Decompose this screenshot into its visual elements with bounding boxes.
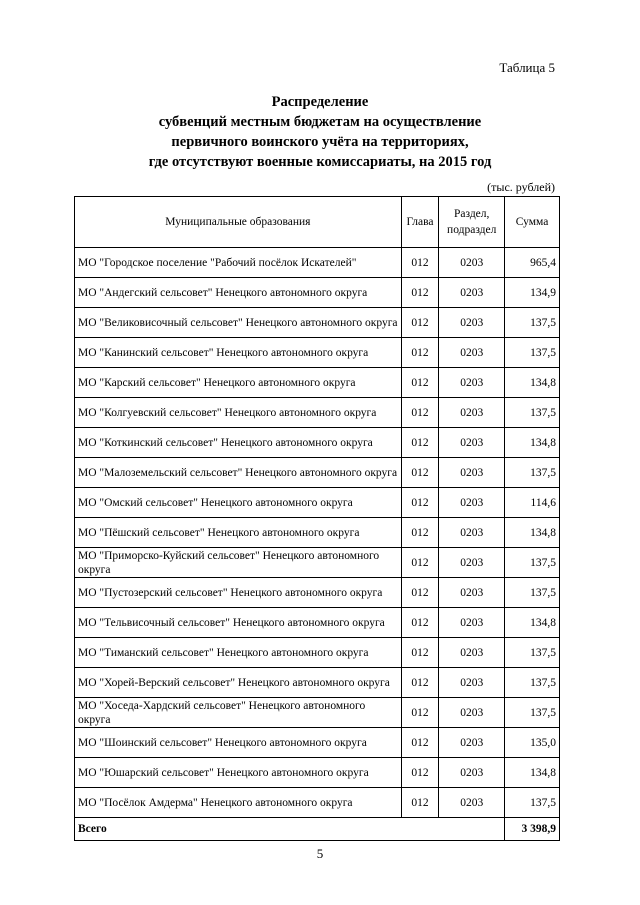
row-sum: 137,5 [505,788,560,818]
units-label: (тыс. рублей) [487,180,555,194]
table-row [75,458,560,488]
table-row [75,368,560,398]
row-sum: 134,8 [505,368,560,398]
row-name: МО "Хоседа-Хардский сельсовет" Ненецкого автономного округа [75,698,402,728]
row-section: 0203 [439,578,505,608]
row-name: МО "Тельвисочный сельсовет" Ненецкого автономного округа [75,608,402,638]
row-section: 0203 [439,758,505,788]
row-chapter: 012 [401,458,439,488]
row-name: МО "Шоинский сельсовет" Ненецкого автономного округа [75,728,402,758]
table-row [75,488,560,518]
row-sum: 134,8 [505,518,560,548]
row-chapter: 012 [401,248,439,278]
table-row [75,428,560,458]
row-section: 0203 [439,338,505,368]
row-sum: 965,4 [505,248,560,278]
row-chapter: 012 [401,398,439,428]
table-header-row [75,197,560,248]
row-chapter: 012 [401,758,439,788]
title-line: где отсутствуют военные комиссариаты, на 2015 год [148,154,492,170]
table-row [75,398,560,428]
row-name: МО "Пустозерский сельсовет" Ненецкого автономного округа [75,578,402,608]
row-chapter: 012 [401,338,439,368]
row-section: 0203 [439,488,505,518]
row-section: 0203 [439,458,505,488]
row-name: МО "Хорей-Верский сельсовет" Ненецкого автономного округа [75,668,402,698]
table-row [75,608,560,638]
table-row [75,308,560,338]
row-chapter: 012 [401,728,439,758]
row-section: 0203 [439,608,505,638]
row-section: 0203 [439,368,505,398]
row-chapter: 012 [401,488,439,518]
row-chapter: 012 [401,368,439,398]
row-name: МО "Пёшский сельсовет" Ненецкого автономного округа [75,518,402,548]
total-label: Всего [75,818,505,841]
row-name: МО "Посёлок Амдерма" Ненецкого автономного округа [75,788,402,818]
row-chapter: 012 [401,428,439,458]
table-row [75,758,560,788]
row-sum: 137,5 [505,548,560,578]
row-sum: 137,5 [505,638,560,668]
row-name: МО "Приморско-Куйский сельсовет" Ненецкого автономного округа [75,548,402,578]
table-row [75,338,560,368]
row-chapter: 012 [401,578,439,608]
row-section: 0203 [439,308,505,338]
table-label: Таблица 5 [499,60,555,75]
row-sum: 137,5 [505,668,560,698]
title-line: субвенций местным бюджетам на осуществление [158,114,482,130]
table-row [75,638,560,668]
row-chapter: 012 [401,548,439,578]
row-section: 0203 [439,248,505,278]
table-row [75,518,560,548]
column-header-chapter: Глава [401,197,439,248]
row-chapter: 012 [401,308,439,338]
row-section: 0203 [439,428,505,458]
row-sum: 134,8 [505,608,560,638]
total-row [75,818,560,841]
table-row [75,578,560,608]
page-number: 5 [316,846,324,861]
document-title [0,92,640,172]
row-section: 0203 [439,698,505,728]
table-row [75,788,560,818]
row-name: МО "Коткинский сельсовет" Ненецкого автономного округа [75,428,402,458]
row-name: МО "Городское поселение "Рабочий посёлок Искателей" [75,248,402,278]
row-sum: 137,5 [505,458,560,488]
row-section: 0203 [439,398,505,428]
row-name: МО "Малоземельский сельсовет" Ненецкого автономного округа [75,458,402,488]
row-name: МО "Колгуевский сельсовет" Ненецкого автономного округа [75,398,402,428]
row-section: 0203 [439,788,505,818]
row-section: 0203 [439,638,505,668]
row-name: МО "Канинский сельсовет" Ненецкого автономного округа [75,338,402,368]
row-sum: 134,8 [505,428,560,458]
total-sum: 3 398,9 [505,818,560,841]
row-sum: 137,5 [505,308,560,338]
subventions-table [74,196,560,841]
row-sum: 134,8 [505,758,560,788]
title-line: первичного воинского учёта на территориях, [171,134,469,150]
row-chapter: 012 [401,788,439,818]
row-sum: 137,5 [505,698,560,728]
column-header-name: Муниципальные образования [75,197,402,248]
row-chapter: 012 [401,668,439,698]
row-section: 0203 [439,668,505,698]
row-sum: 137,5 [505,578,560,608]
table-row [75,728,560,758]
column-header-sum: Сумма [505,197,560,248]
row-name: МО "Тиманский сельсовет" Ненецкого автономного округа [75,638,402,668]
table-row [75,248,560,278]
row-name: МО "Юшарский сельсовет" Ненецкого автономного округа [75,758,402,788]
row-name: МО "Омский сельсовет" Ненецкого автономного округа [75,488,402,518]
row-name: МО "Андегский сельсовет" Ненецкого автономного округа [75,278,402,308]
title-line: Распределение [271,94,369,110]
table-row [75,278,560,308]
column-header-section: Раздел, подраздел [439,197,505,248]
row-chapter: 012 [401,698,439,728]
row-chapter: 012 [401,608,439,638]
table-row [75,668,560,698]
row-sum: 114,6 [505,488,560,518]
table-row [75,548,560,578]
row-name: МО "Карский сельсовет" Ненецкого автономного округа [75,368,402,398]
row-sum: 137,5 [505,338,560,368]
row-sum: 135,0 [505,728,560,758]
row-section: 0203 [439,728,505,758]
row-chapter: 012 [401,518,439,548]
table-row [75,698,560,728]
row-name: МО "Великовисочный сельсовет" Ненецкого автономного округа [75,308,402,338]
row-section: 0203 [439,548,505,578]
row-sum: 137,5 [505,398,560,428]
row-chapter: 012 [401,278,439,308]
row-section: 0203 [439,518,505,548]
row-sum: 134,9 [505,278,560,308]
row-section: 0203 [439,278,505,308]
row-chapter: 012 [401,638,439,668]
